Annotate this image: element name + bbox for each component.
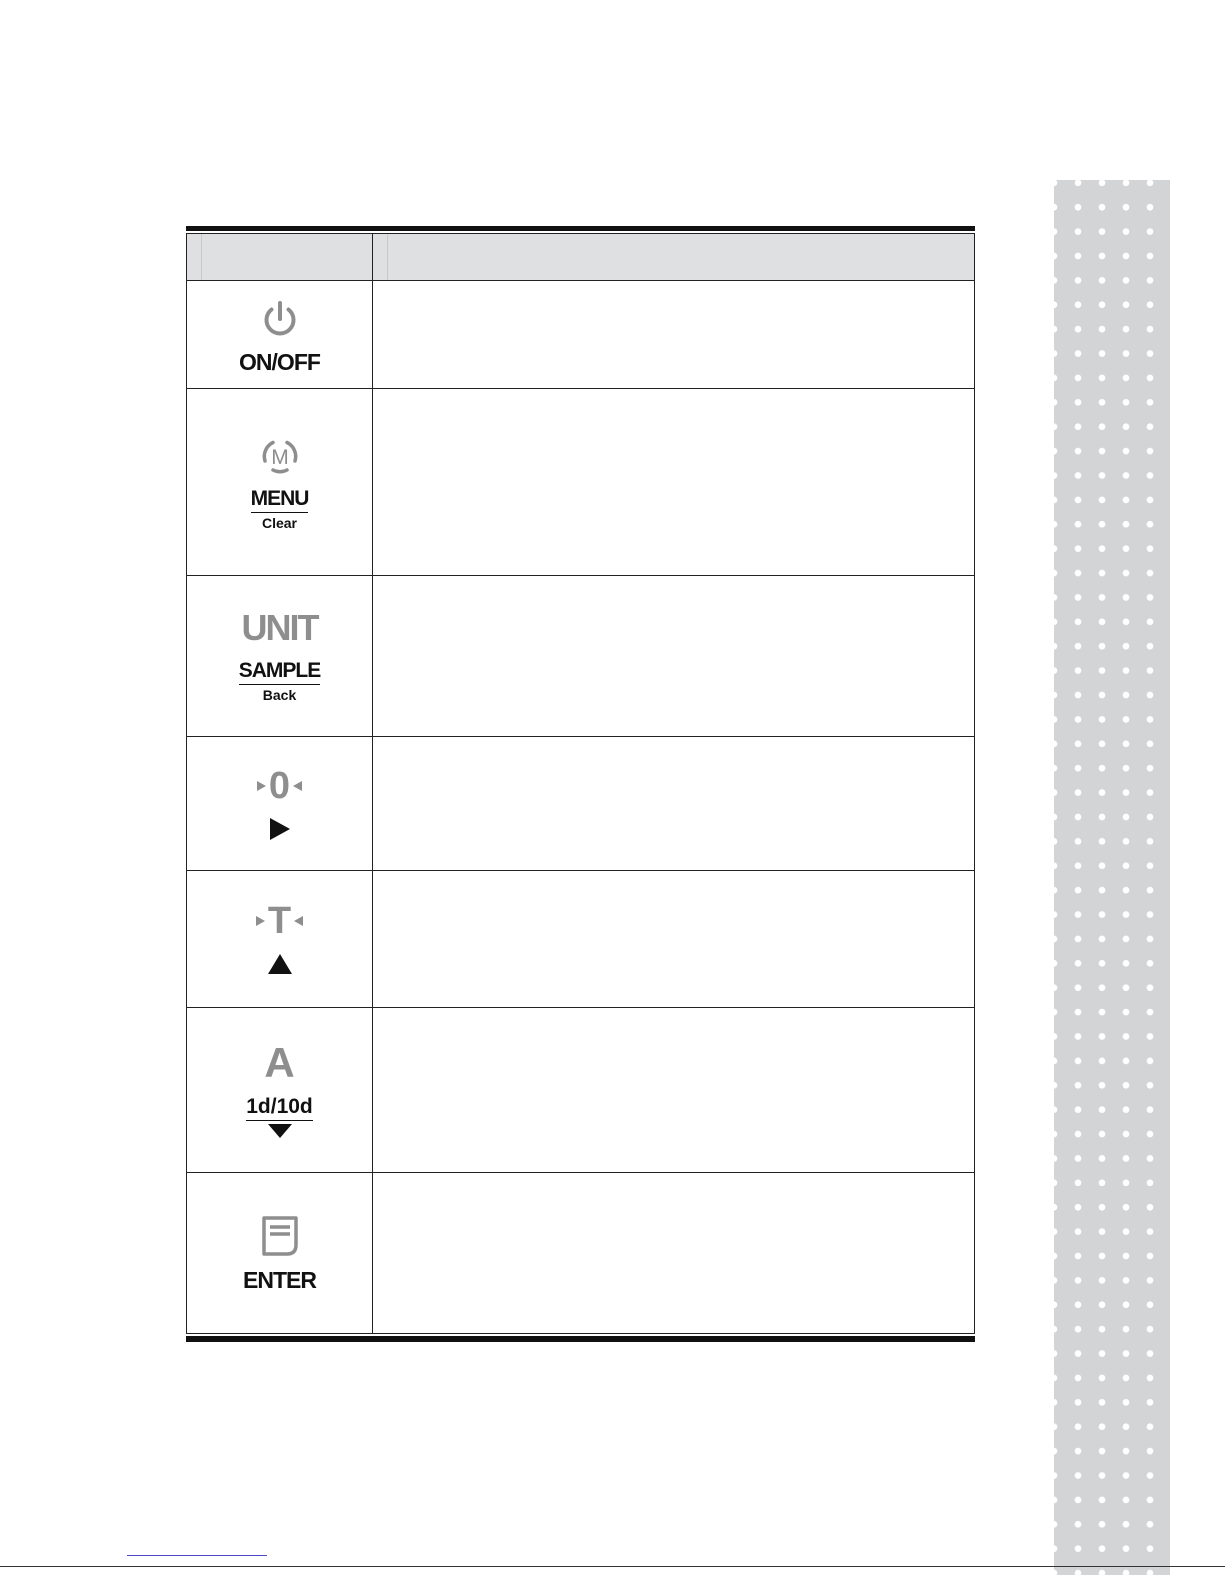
digit-label: 1d/10d xyxy=(246,1094,313,1118)
desc-cell-menu xyxy=(373,389,974,575)
zero-icon-group xyxy=(255,764,304,807)
unit-text-icon: UNIT xyxy=(241,607,318,648)
right-arrow-icon xyxy=(268,817,292,841)
desc-cell-tare xyxy=(373,871,974,1007)
tare-icon-group xyxy=(254,902,305,940)
sample-label: SAMPLE xyxy=(239,660,321,685)
table-row-menu xyxy=(187,389,974,576)
table-row-unit xyxy=(187,576,974,737)
enter-label: ENTER xyxy=(243,1266,316,1293)
on-off-label: ON/OFF xyxy=(239,349,320,375)
table-body xyxy=(186,233,975,1334)
menu-label: MENU xyxy=(251,488,309,513)
power-icon xyxy=(259,299,301,341)
desc-cell-unit xyxy=(373,576,974,736)
key-cell-menu xyxy=(187,389,373,575)
desc-cell-zero xyxy=(373,737,974,870)
table-bottom-rule xyxy=(186,1336,975,1342)
table-row-auto xyxy=(187,1008,974,1173)
key-cell-auto xyxy=(187,1008,373,1172)
clear-label: Clear xyxy=(261,515,298,531)
header-cell-description xyxy=(373,234,974,280)
key-cell-on-off xyxy=(187,281,373,388)
page-bottom-rule xyxy=(0,1566,1225,1567)
table-top-rule xyxy=(186,226,975,231)
desc-cell-on-off xyxy=(373,281,974,388)
side-decorative-band xyxy=(1054,180,1170,1575)
zero-icon: 0 xyxy=(268,764,291,807)
table-row-tare xyxy=(187,871,974,1008)
footer-link-underline[interactable] xyxy=(127,1555,267,1556)
tare-left-marker-icon xyxy=(254,915,266,927)
key-cell-enter xyxy=(187,1173,373,1333)
key-cell-unit xyxy=(187,576,373,736)
desc-cell-enter xyxy=(373,1173,974,1333)
menu-m-icon xyxy=(258,434,302,478)
key-cell-tare xyxy=(187,871,373,1007)
down-arrow-icon xyxy=(267,1123,293,1139)
table-header-row xyxy=(187,234,974,281)
table-row-zero xyxy=(187,737,974,871)
zero-left-marker-icon xyxy=(255,780,267,792)
print-enter-icon xyxy=(261,1215,299,1257)
header-cell-key xyxy=(187,234,373,280)
key-cell-zero xyxy=(187,737,373,870)
auto-a-icon: A xyxy=(264,1038,295,1086)
zero-right-marker-icon xyxy=(292,780,304,792)
table-row-enter xyxy=(187,1173,974,1333)
svg-text:M: M xyxy=(270,446,289,469)
table-row-on-off xyxy=(187,281,974,389)
tare-right-marker-icon xyxy=(293,915,305,927)
up-arrow-icon xyxy=(266,952,294,976)
desc-cell-auto xyxy=(373,1008,974,1172)
back-label: Back xyxy=(262,687,297,703)
key-function-table xyxy=(186,226,975,1342)
tare-icon: T xyxy=(267,900,292,942)
auto-label-group xyxy=(246,1096,313,1121)
